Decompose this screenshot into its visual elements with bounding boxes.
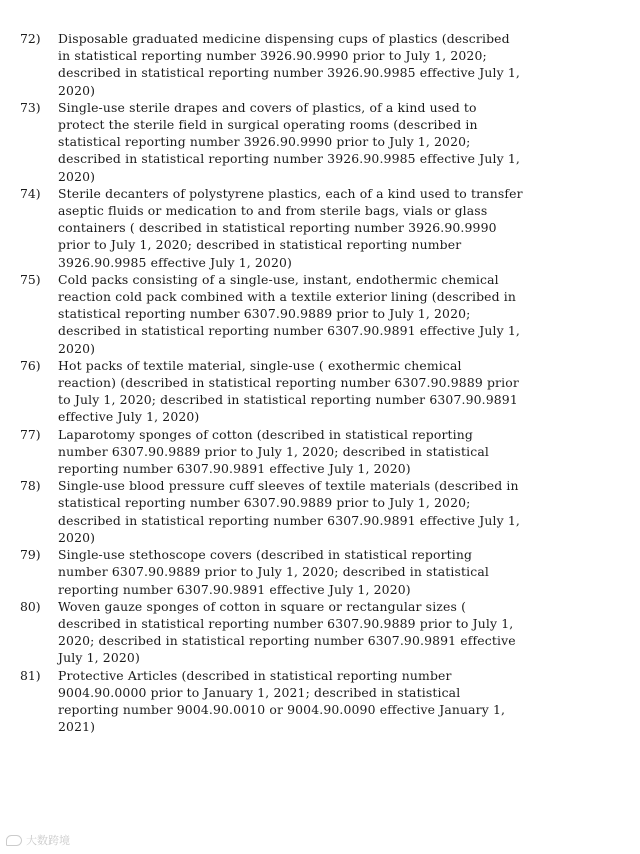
item-text: Woven gauze sponges of cotton in square or rectangular sizes ( described in statistical reporting number 6307.90.9889 prior to July 1, 2020; described in statistical reporting number 6307.90.9891 effective July 1, 2020) xyxy=(58,598,516,666)
item-number: 80) xyxy=(20,598,41,614)
item-number: 73) xyxy=(20,99,41,115)
item-text: Single-use sterile drapes and covers of plastics, of a kind used to protect the sterile field in surgical operating rooms (described in statistical reporting number 3926.90.9990 prior to July 1, 2020; described in statistical reporting number 3926.90.9985 effective July 1, 2020) xyxy=(58,99,520,184)
list-item-80 xyxy=(0,598,640,667)
list-item-76 xyxy=(0,357,640,426)
item-number: 75) xyxy=(20,271,41,287)
item-number: 81) xyxy=(20,667,41,683)
watermark-text: 大数跨境 xyxy=(26,834,70,847)
list-item-74 xyxy=(0,185,640,271)
document-page xyxy=(0,30,640,735)
list-item-73 xyxy=(0,99,640,185)
item-number: 72) xyxy=(20,31,41,46)
item-text: Protective Articles (described in statistical reporting number 9004.90.0000 prior to January 1, 2021; described in statistical reporting number 9004.90.0010 or 9004.90.0090 effective January 1, 2021) xyxy=(58,667,506,735)
item-number: 74) xyxy=(20,185,41,201)
list-item-81 xyxy=(0,667,640,736)
list-item-78 xyxy=(0,477,640,546)
item-text: Single-use stethoscope covers (described in statistical reporting number 6307.90.9889 prior to July 1, 2020; described in statistical reporting number 6307.90.9891 effective July 1, 2020) xyxy=(58,547,490,597)
list-item-72 xyxy=(0,30,640,99)
watermark xyxy=(6,832,70,848)
list-item-79 xyxy=(0,546,640,598)
list-item-77 xyxy=(0,426,640,478)
item-text: Laparotomy sponges of cotton (described in statistical reporting number 6307.90.9889 prior to July 1, 2020; described in statistical reporting number 6307.90.9891 effective July 1, 2020) xyxy=(58,426,490,477)
item-text: Sterile decanters of polystyrene plastics, each of a kind used to transfer aseptic fluids or medication to and from sterile bags, vials or glass containers ( described in statistical reporting number 3926.90.9990 prior to July 1, 2020; described in statistical reporting number 3926.90.9985 effective July 1, 2020) xyxy=(58,185,523,270)
item-number: 79) xyxy=(20,547,41,563)
list-item-75 xyxy=(0,271,640,357)
chat-bubble-icon xyxy=(6,835,22,846)
item-text: Cold packs consisting of a single-use, instant, endothermic chemical reaction cold pack combined with a textile exterior lining (described in statistical reporting number 6307.90.9889 prior to July 1, 2020; described in statistical reporting number 6307.90.9891 effective July 1, 2020) xyxy=(58,271,520,356)
item-number: 76) xyxy=(20,357,41,373)
item-number: 78) xyxy=(20,478,41,494)
item-text: Hot packs of textile material, single-use ( exothermic chemical reaction) (described in statistical reporting number 6307.90.9889 prior to July 1, 2020; described in statistical reporting number 6307.90.9891 effective July 1, 2020) xyxy=(58,357,519,425)
item-number: 77) xyxy=(20,426,41,442)
item-text: Disposable graduated medicine dispensing cups of plastics (described in statistical reporting number 3926.90.9990 prior to July 1, 2020; described in statistical reporting number 3926.90.9985 effective July 1, 2020) xyxy=(58,31,520,98)
item-text: Single-use blood pressure cuff sleeves of textile materials (described in statistical reporting number 6307.90.9889 prior to July 1, 2020; described in statistical reporting number 6307.90.9891 effective July 1, 2020) xyxy=(58,478,520,545)
